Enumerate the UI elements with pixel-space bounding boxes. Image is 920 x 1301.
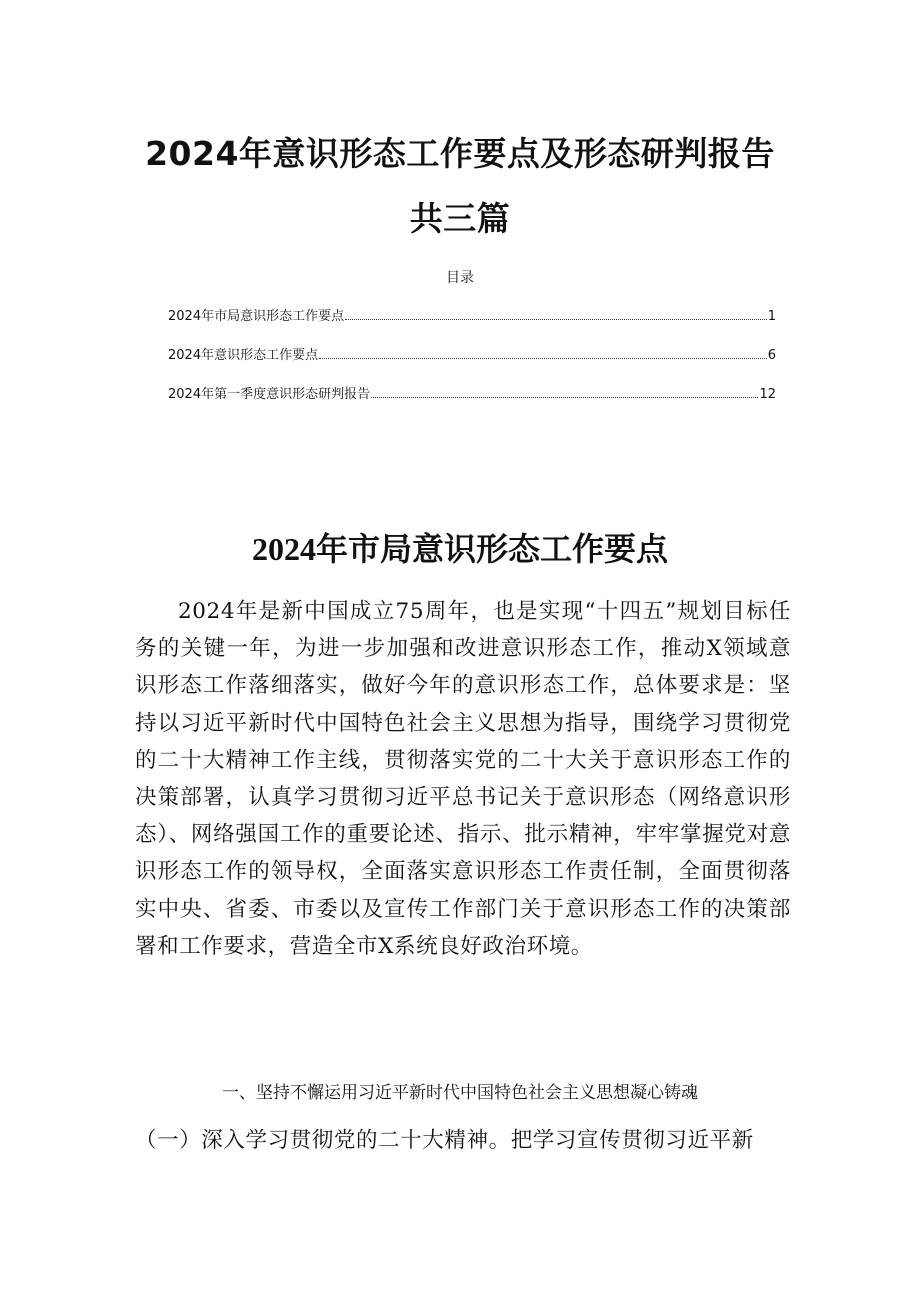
body-paragraph: 2024年是新中国成立75周年，也是实现“十四五”规划目标任务的关键一年，为进一步加强和改进意识形态工作，推动X领域意识形态工作落细落实，做好今年的意识形态工作，总体要求是：坚持以习近平新时代中国特色社会主义思想为指导，围绕学习贯彻党的二十大精神工作主线，贯彻落实党的二十大关于意识形态工作的决策部署，认真学习贯彻习近平总书记关于意识形态（网络意识形态）、网络强国工作的重要论述、指示、批示精神，牢牢掌握党对意识形态工作的领导权，全面落实意识形态工作责任制，全面贯彻落实中央、省委、市委以及宣传工作部门关于意识形态工作的决策部署和工作要求，营造全市X系统良好政治环境。: [135, 599, 791, 959]
toc-heading: 目录: [446, 270, 474, 286]
toc-item-2[interactable]: [168, 345, 776, 363]
toc-dot-leader: [319, 357, 767, 359]
toc-item-label: 2024年意识形态工作要点: [168, 348, 319, 363]
toc-item-3[interactable]: [168, 384, 776, 402]
document-title-line1: 2024年意识形态工作要点及形态研判报告: [145, 134, 775, 173]
toc-dot-leader: [371, 396, 758, 398]
document-title-line2: 共三篇: [409, 199, 511, 238]
toc-dot-leader: [345, 318, 767, 320]
toc-item-1[interactable]: [168, 306, 776, 324]
section-title: 2024年市局意识形态工作要点: [251, 530, 668, 567]
toc-item-label: 2024年第一季度意识形态研判报告: [168, 387, 371, 402]
toc-item-page: 6: [767, 348, 776, 363]
toc-item-page: 1: [767, 309, 776, 324]
toc-item-label: 2024年市局意识形态工作要点: [168, 309, 345, 324]
table-of-contents: [168, 306, 776, 423]
section-subheading: 一、坚持不懈运用习近平新时代中国特色社会主义思想凝心铸魂: [222, 1083, 698, 1103]
toc-item-page: 12: [759, 387, 776, 402]
body-paragraph: （一）深入学习贯彻党的二十大精神。把学习宣传贯彻习近平新: [135, 1128, 754, 1153]
